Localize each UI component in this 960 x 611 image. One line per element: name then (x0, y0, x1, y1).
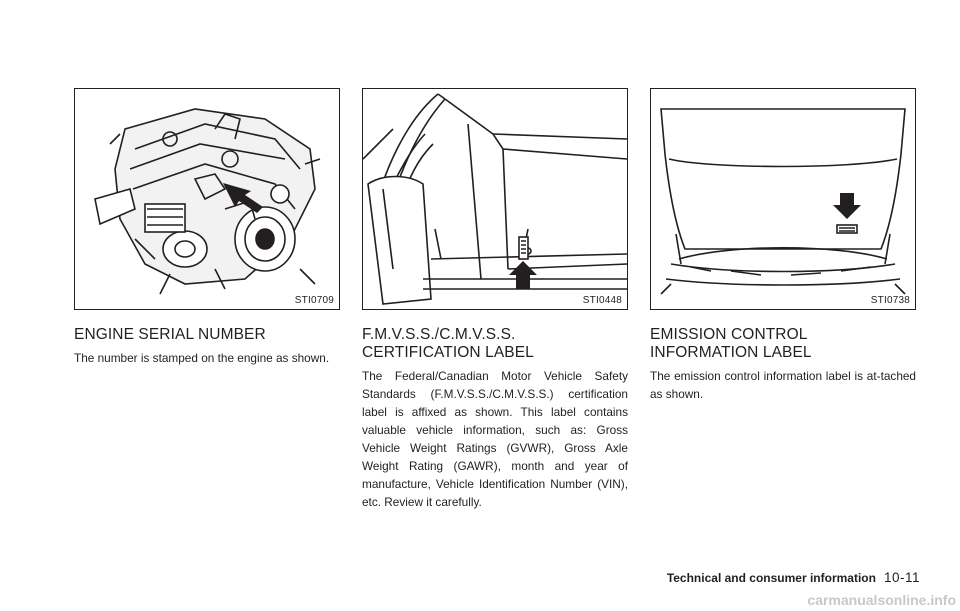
figure-door-pillar (362, 88, 628, 310)
section-heading: ENGINE SERIAL NUMBER (74, 326, 266, 343)
page-footer (620, 570, 920, 585)
engine-illustration (75, 89, 339, 309)
figure-code: STI0738 (870, 295, 910, 306)
figure-engine (74, 88, 340, 310)
section-heading: F.M.V.S.S./C.M.V.S.S. CERTIFICATION LABEL (362, 326, 534, 361)
column-certification-label (362, 88, 628, 511)
column-engine-serial (74, 88, 340, 367)
section-body: The Federal/Canadian Motor Vehicle Safety Standards (F.M.V.S.S./C.M.V.S.S.) certification label is affixed as shown. This label contains valuable vehicle information, such as: Gross Vehicle Weight Ratings (GVWR), Gross Axle Weight Rating (GAWR), month and year of manufacture, Vehicle Identification Number (VIN), etc. Review it carefully. (362, 369, 628, 509)
figure-code: STI0709 (294, 295, 334, 306)
section-body: The number is stamped on the engine as shown. (74, 351, 330, 365)
section-heading: EMISSION CONTROL INFORMATION LABEL (650, 326, 812, 361)
arrow-icon-label (509, 261, 537, 289)
figure-hood (650, 88, 916, 310)
column-emission-label (650, 88, 916, 403)
door-pillar-illustration (363, 89, 627, 309)
hood-illustration (651, 89, 915, 309)
footer-section-title: Technical and consumer information (666, 571, 876, 585)
page-number: 10-11 (883, 570, 920, 585)
watermark: carmanualsonline.info (807, 592, 956, 608)
figure-code: STI0448 (582, 295, 622, 306)
section-body: The emission control information label is at-tached as shown. (650, 369, 916, 401)
